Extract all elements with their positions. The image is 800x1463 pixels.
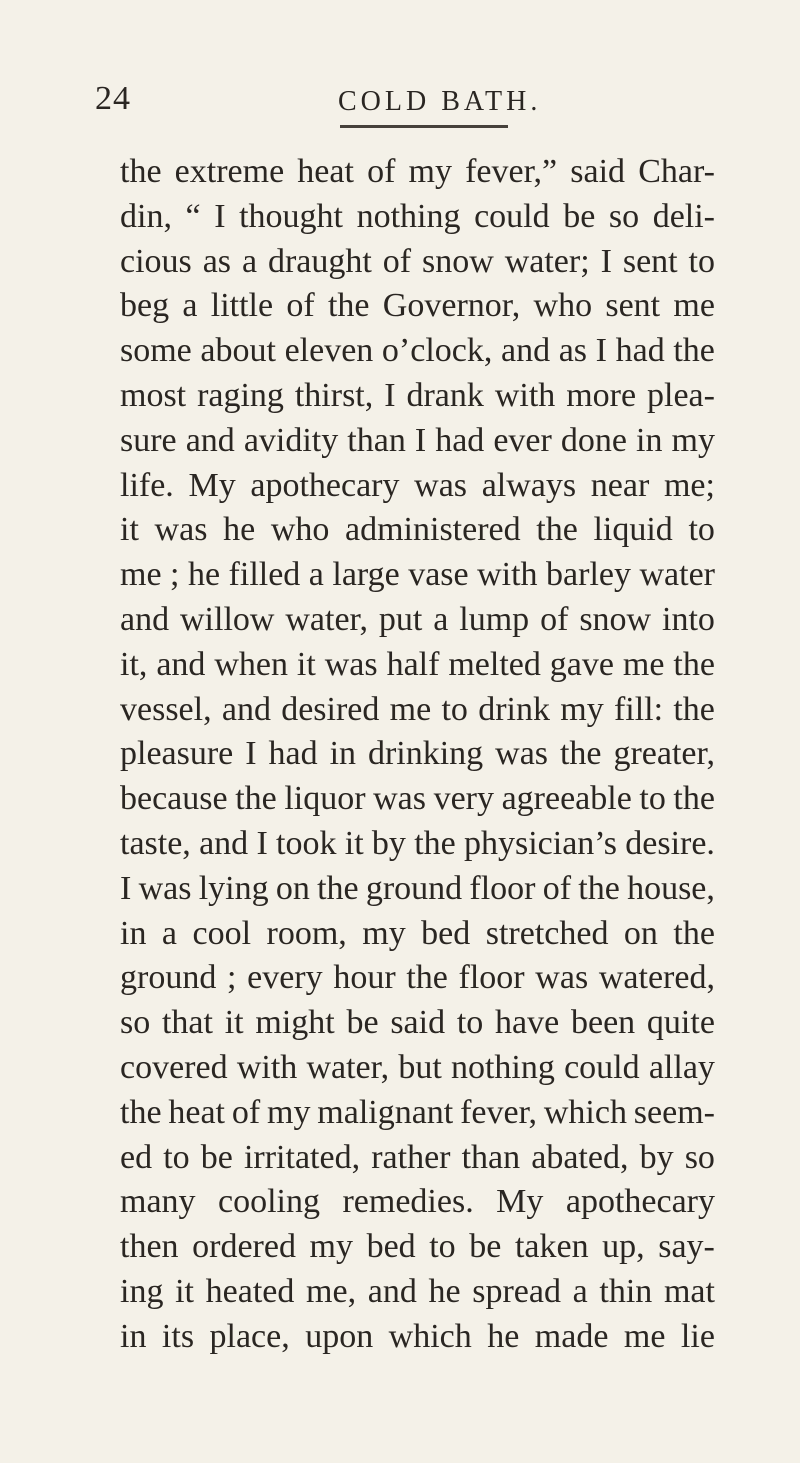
word: water [639,556,715,594]
word: of [542,869,572,907]
word: heated [205,1272,295,1310]
text-line [120,195,715,240]
word: and [156,645,206,683]
word: a [308,556,324,594]
word: plea- [647,376,715,414]
word: me [120,556,162,594]
word: the [559,735,602,773]
word: I [600,242,612,280]
word: to [163,1138,190,1176]
word: “ [185,197,201,235]
header-rule [340,125,508,128]
word: I [384,376,396,414]
word: fill: [613,690,664,728]
word: filled [228,556,301,594]
word: I [414,421,427,459]
word: the [673,690,715,728]
word: upon [305,1317,374,1355]
word: which [543,1093,627,1131]
word: place, [209,1317,290,1355]
word: and [221,690,271,728]
word: heat [297,153,354,190]
word: the [120,1093,162,1131]
word: the [327,287,370,325]
word: taste, [120,824,191,862]
word: covered [120,1048,228,1086]
word: hour [333,959,396,997]
text-line [120,956,715,1001]
word: have [495,1004,560,1042]
word: was [324,645,378,683]
word: and [120,600,170,638]
word: extreme [174,153,285,190]
word: deli- [652,197,715,235]
word: then [120,1228,179,1266]
word: abated, [531,1138,629,1176]
word: me; [663,466,715,504]
word: sent [605,287,661,325]
text-line [120,464,715,509]
text-line [120,508,715,553]
word: me, [306,1272,357,1310]
word: many [120,1183,196,1221]
text-line [120,688,715,733]
word: my [362,914,406,952]
word: melted [448,645,541,683]
word: me [622,645,665,683]
word: My [188,466,236,504]
word: drinking [367,735,484,773]
word: every [247,959,323,997]
word: of [382,242,412,280]
text-line [120,150,715,195]
word: of [367,153,396,190]
word: he [428,1272,461,1310]
word: malignant [317,1093,454,1131]
word: sent [622,242,678,280]
word: some [120,332,192,370]
word: who [533,287,593,325]
word: desired [281,690,380,728]
word: seem- [633,1093,715,1131]
word: was [535,959,589,997]
word: My [496,1183,544,1221]
word: which [388,1317,472,1355]
word: said [570,153,626,190]
word: my [560,690,604,728]
word: lie [680,1317,715,1355]
word: he [487,1317,520,1355]
word: cooling [218,1183,320,1221]
word: to [688,511,715,549]
word: eleven [284,332,374,370]
word: I [256,824,268,862]
word: half [386,645,440,683]
word: and [199,824,249,862]
word: said [390,1004,446,1042]
word: quite [646,1004,715,1042]
word: vase [408,556,469,594]
word: was [138,869,192,907]
word: watered, [598,959,715,997]
word: beg [120,287,170,325]
word: might [255,1004,335,1042]
word: a [433,600,449,638]
word: made [534,1317,609,1355]
word: a [241,242,258,280]
word: could [474,197,550,235]
word: mat [663,1272,715,1310]
text-line [120,1315,715,1360]
word: he [187,556,221,594]
word: was [495,735,549,773]
word: raging [197,376,284,414]
word: in [329,735,357,773]
word: me [389,690,432,728]
word: the [673,645,715,683]
word: sure [120,421,177,459]
word: physician’s [464,824,617,862]
word: din, [120,197,172,235]
word: who [270,511,330,549]
word: had [268,735,318,773]
word: ground [120,959,217,997]
word: by [639,1138,674,1176]
word: thought [239,197,344,235]
word: to [429,1228,456,1266]
word: liquid [593,511,673,549]
word: house, [627,869,715,907]
word: so [684,1138,715,1176]
word: to [441,690,468,728]
word: because [120,780,228,818]
word: into [662,600,715,638]
word: I [245,735,257,773]
word: with [236,1048,298,1086]
text-line [120,240,715,285]
word: be [469,1228,502,1266]
word: little [210,287,274,325]
word: willow [180,600,275,638]
word: to [639,780,666,818]
word: the [406,959,448,997]
word: the [673,332,715,370]
word: of [286,287,315,325]
word: apothecary [565,1183,715,1221]
word: was [414,466,468,504]
word: up, [602,1228,645,1266]
word: put [378,600,423,638]
word: so [120,1004,151,1042]
word: so [608,197,640,235]
word: it [120,511,139,549]
word: in [120,1317,147,1355]
word: the [578,869,620,907]
word: vessel, [120,690,212,728]
word: that [161,1004,213,1042]
word: and [367,1272,417,1310]
word: than [347,421,406,459]
word: thirst, [294,376,374,414]
word: snow [579,600,652,638]
word: draught [267,242,372,280]
body-text [120,150,715,1360]
text-line [120,1180,715,1225]
word: its [161,1317,195,1355]
page-number: 24 [95,80,131,117]
word: ground [365,869,463,907]
word: water; [504,242,590,280]
text-line [120,822,715,867]
word: as [558,332,588,370]
text-line [120,1225,715,1270]
word: the [673,914,715,952]
word: fever, [460,1093,538,1131]
word: of [540,600,569,638]
word: be [346,1004,379,1042]
word: it [344,824,364,862]
word: with [477,556,538,594]
word: the [317,869,359,907]
text-line [120,1270,715,1315]
word: lump [459,600,530,638]
word: lying [198,869,269,907]
word: bed [366,1228,416,1266]
page-header [0,80,800,124]
text-line [120,284,715,329]
word: on [275,869,310,907]
text-line [120,912,715,957]
word: been [570,1004,636,1042]
word: me [673,287,715,325]
word: floor [458,959,525,997]
word: it, [120,645,148,683]
word: by [371,824,406,862]
word: pleasure [120,735,234,773]
word: thin [599,1272,653,1310]
word: bed [421,914,471,952]
word: took [276,824,337,862]
word: as [202,242,232,280]
word: about [200,332,276,370]
word: drink [478,690,550,728]
word: greater, [613,735,715,773]
word: heat [168,1093,226,1131]
word: liquor [284,780,366,818]
word: water, [285,600,369,638]
word: could [564,1048,640,1086]
word: near [590,466,650,504]
word: spread [472,1272,561,1310]
word: I [595,332,607,370]
word: was [154,511,208,549]
text-line [120,553,715,598]
word: to [456,1004,484,1042]
word: rather [371,1138,451,1176]
word: large [332,556,400,594]
word: avidity [243,421,339,459]
text-line [120,777,715,822]
word: barley [546,556,631,594]
word: the [235,780,277,818]
word: be [200,1138,233,1176]
word: a [161,914,178,952]
word: in [636,421,663,459]
word: the [673,780,715,818]
word: had [435,421,485,459]
word: ing [120,1272,164,1310]
word: floor [469,869,536,907]
word: snow [422,242,494,280]
text-line [120,1001,715,1046]
word: was [373,780,426,818]
word: o’clock, [381,332,493,370]
word: to [688,242,715,280]
word: Char- [638,153,715,190]
word: more [566,376,637,414]
word: when [214,645,288,683]
word: the [414,824,456,862]
text-line [120,419,715,464]
text-line [120,643,715,688]
word: life. [120,466,174,504]
word: very [433,780,494,818]
word: on [623,914,658,952]
word: of [231,1093,261,1131]
word: I [214,197,226,235]
word: apothecary [250,466,400,504]
word: agreeable [501,780,632,818]
word: desire. [625,824,715,862]
word: and [501,332,551,370]
word: always [481,466,577,504]
word: allay [648,1048,715,1086]
text-line [120,598,715,643]
word: Governor, [382,287,521,325]
word: the [120,153,162,190]
word: the [536,511,578,549]
word: it [224,1004,244,1042]
text-line [120,374,715,419]
word: ed [120,1138,153,1176]
word: my [267,1093,311,1131]
word: stretched [485,914,609,952]
word: but [398,1048,442,1086]
word: he [223,511,256,549]
text-line [120,867,715,912]
word: and [185,421,235,459]
word: my [408,153,452,190]
word: with [494,376,556,414]
word: in [120,914,147,952]
word: nothing [356,197,461,235]
word: fever,” [465,153,558,190]
word: me [623,1317,666,1355]
word: ; [227,959,237,997]
word: irritated, [243,1138,361,1176]
word: than [461,1138,521,1176]
running-title: COLD BATH. [338,86,542,117]
word: a [182,287,198,325]
word: ordered [192,1228,296,1266]
word: it [296,645,316,683]
word: water, [306,1048,390,1086]
text-line [120,1046,715,1091]
word: ; [170,556,180,594]
word: a [572,1272,588,1310]
word: say- [658,1228,715,1266]
word: administered [345,511,521,549]
word: gave [549,645,614,683]
text-line [120,329,715,374]
word: taken [514,1228,589,1266]
word: my [309,1228,353,1266]
word: ever [493,421,552,459]
word: had [615,332,665,370]
word: cious [120,242,192,280]
text-line [120,732,715,777]
word: done [560,421,627,459]
text-line [120,1091,715,1136]
word: I [120,869,132,907]
word: most [120,376,187,414]
word: be [563,197,596,235]
word: nothing [450,1048,555,1086]
word: room, [266,914,347,952]
word: cool [192,914,252,952]
text-line [120,1136,715,1181]
word: my [671,421,715,459]
word: drank [406,376,484,414]
word: it [175,1272,195,1310]
word: remedies. [342,1183,474,1221]
